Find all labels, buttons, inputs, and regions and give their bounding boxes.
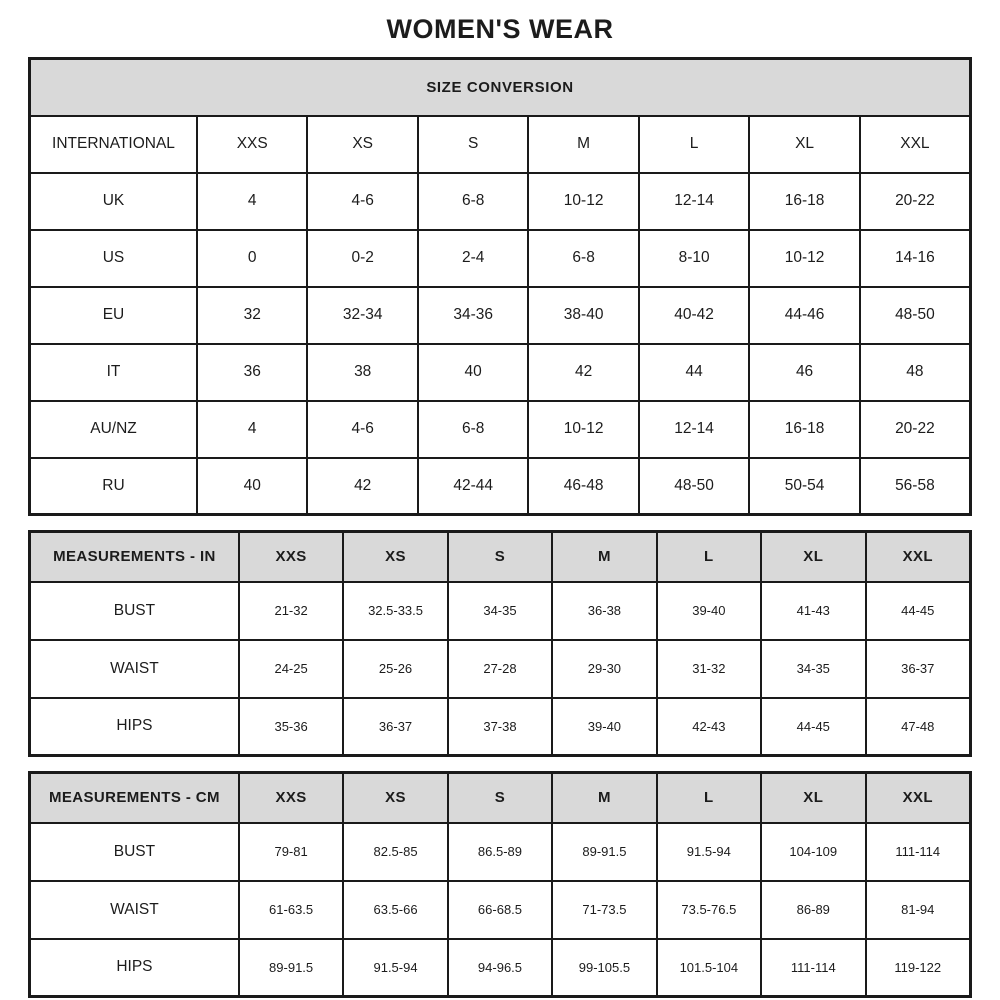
measurements-cm-header-size-xxs: XXS bbox=[239, 773, 343, 823]
size-conversion-cell: 10-12 bbox=[749, 230, 859, 287]
size-conversion-cell: 48-50 bbox=[860, 287, 971, 344]
measurements-in-table bbox=[28, 530, 972, 757]
size-conversion-cell: 6-8 bbox=[418, 401, 528, 458]
measurements-in-header-size-s: S bbox=[448, 532, 552, 582]
size-conversion-header-size-m: M bbox=[528, 116, 638, 173]
size-conversion-row bbox=[30, 230, 971, 287]
measurements-cm-cell: 89-91.5 bbox=[239, 939, 343, 997]
size-conversion-cell: 0 bbox=[197, 230, 307, 287]
size-conversion-cell: 36 bbox=[197, 344, 307, 401]
size-conversion-cell: 46-48 bbox=[528, 458, 638, 515]
size-conversion-header-size-xl: XL bbox=[749, 116, 859, 173]
measurements-in-row-label: BUST bbox=[30, 582, 239, 640]
measurements-cm-cell: 119-122 bbox=[866, 939, 971, 997]
size-conversion-cell: 16-18 bbox=[749, 173, 859, 230]
measurements-in-cell: 34-35 bbox=[448, 582, 552, 640]
size-conversion-cell: 4 bbox=[197, 173, 307, 230]
measurements-cm-cell: 94-96.5 bbox=[448, 939, 552, 997]
size-conversion-header-size-xxl: XXL bbox=[860, 116, 971, 173]
size-conversion-cell: 48 bbox=[860, 344, 971, 401]
measurements-cm-cell: 91.5-94 bbox=[343, 939, 447, 997]
size-conversion-cell: 38 bbox=[307, 344, 417, 401]
measurements-in-cell: 27-28 bbox=[448, 640, 552, 698]
measurements-in-cell: 44-45 bbox=[761, 698, 865, 756]
measurements-cm-row-label: BUST bbox=[30, 823, 239, 881]
measurements-cm-header-size-s: S bbox=[448, 773, 552, 823]
size-conversion-cell: 56-58 bbox=[860, 458, 971, 515]
measurements-cm-header-size-xxl: XXL bbox=[866, 773, 971, 823]
measurements-cm-cell: 73.5-76.5 bbox=[657, 881, 761, 939]
measurements-cm-header-size-xl: XL bbox=[761, 773, 865, 823]
size-conversion-row-label: US bbox=[30, 230, 197, 287]
size-conversion-cell: 44 bbox=[639, 344, 749, 401]
size-conversion-row bbox=[30, 458, 971, 515]
measurements-in-header-size-l: L bbox=[657, 532, 761, 582]
measurements-in-header-size-xs: XS bbox=[343, 532, 447, 582]
measurements-in-cell: 42-43 bbox=[657, 698, 761, 756]
measurements-in-header-size-xxl: XXL bbox=[866, 532, 971, 582]
measurements-cm-row-label: HIPS bbox=[30, 939, 239, 997]
measurements-cm-header-size-l: L bbox=[657, 773, 761, 823]
measurements-in-cell: 36-37 bbox=[866, 640, 971, 698]
measurements-in-header-size-xl: XL bbox=[761, 532, 865, 582]
measurements-cm-cell: 101.5-104 bbox=[657, 939, 761, 997]
measurements-cm-cell: 91.5-94 bbox=[657, 823, 761, 881]
size-conversion-cell: 34-36 bbox=[418, 287, 528, 344]
measurements-cm-cell: 111-114 bbox=[761, 939, 865, 997]
size-conversion-row bbox=[30, 401, 971, 458]
size-conversion-cell: 42-44 bbox=[418, 458, 528, 515]
measurements-in-row bbox=[30, 582, 971, 640]
measurements-cm-row-label: WAIST bbox=[30, 881, 239, 939]
measurements-in-cell: 32.5-33.5 bbox=[343, 582, 447, 640]
measurements-cm-cell: 111-114 bbox=[866, 823, 971, 881]
size-conversion-header-label: INTERNATIONAL bbox=[30, 116, 197, 173]
measurements-cm-cell: 104-109 bbox=[761, 823, 865, 881]
size-conversion-header-size-xxs: XXS bbox=[197, 116, 307, 173]
size-conversion-cell: 50-54 bbox=[749, 458, 859, 515]
measurements-in-row bbox=[30, 640, 971, 698]
size-conversion-cell: 12-14 bbox=[639, 173, 749, 230]
measurements-cm-row bbox=[30, 939, 971, 997]
size-conversion-cell: 42 bbox=[307, 458, 417, 515]
size-conversion-cell: 6-8 bbox=[528, 230, 638, 287]
measurements-in-header-size-xxs: XXS bbox=[239, 532, 343, 582]
measurements-in-cell: 37-38 bbox=[448, 698, 552, 756]
size-conversion-cell: 4-6 bbox=[307, 401, 417, 458]
size-conversion-cell: 20-22 bbox=[860, 173, 971, 230]
size-conversion-cell: 16-18 bbox=[749, 401, 859, 458]
size-conversion-cell: 20-22 bbox=[860, 401, 971, 458]
size-conversion-header-size-s: S bbox=[418, 116, 528, 173]
measurements-in-row bbox=[30, 698, 971, 756]
measurements-cm-cell: 66-68.5 bbox=[448, 881, 552, 939]
size-conversion-cell: 12-14 bbox=[639, 401, 749, 458]
measurements-in-cell: 36-38 bbox=[552, 582, 656, 640]
measurements-in-cell: 21-32 bbox=[239, 582, 343, 640]
measurements-cm-header-size-xs: XS bbox=[343, 773, 447, 823]
size-conversion-cell: 46 bbox=[749, 344, 859, 401]
measurements-in-cell: 47-48 bbox=[866, 698, 971, 756]
size-conversion-header-size-l: L bbox=[639, 116, 749, 173]
size-conversion-cell: 10-12 bbox=[528, 173, 638, 230]
measurements-cm-cell: 82.5-85 bbox=[343, 823, 447, 881]
size-conversion-row-label: RU bbox=[30, 458, 197, 515]
measurements-cm-cell: 61-63.5 bbox=[239, 881, 343, 939]
size-conversion-row-label: AU/NZ bbox=[30, 401, 197, 458]
size-conversion-row-label: EU bbox=[30, 287, 197, 344]
measurements-cm-table bbox=[28, 771, 972, 998]
measurements-in-cell: 31-32 bbox=[657, 640, 761, 698]
size-conversion-cell: 40-42 bbox=[639, 287, 749, 344]
measurements-cm-row bbox=[30, 823, 971, 881]
measurements-in-header-size-m: M bbox=[552, 532, 656, 582]
measurements-in-cell: 39-40 bbox=[552, 698, 656, 756]
size-conversion-cell: 40 bbox=[418, 344, 528, 401]
measurements-in-cell: 44-45 bbox=[866, 582, 971, 640]
size-conversion-row bbox=[30, 344, 971, 401]
measurements-in-cell: 41-43 bbox=[761, 582, 865, 640]
size-conversion-cell: 44-46 bbox=[749, 287, 859, 344]
size-conversion-banner: SIZE CONVERSION bbox=[30, 59, 971, 116]
measurements-cm-cell: 86-89 bbox=[761, 881, 865, 939]
size-conversion-cell: 6-8 bbox=[418, 173, 528, 230]
measurements-cm-header-size-m: M bbox=[552, 773, 656, 823]
measurements-cm-header-label: MEASUREMENTS - CM bbox=[30, 773, 239, 823]
page-title: WOMEN'S WEAR bbox=[386, 14, 614, 44]
measurements-in-cell: 34-35 bbox=[761, 640, 865, 698]
size-conversion-row bbox=[30, 173, 971, 230]
size-conversion-cell: 32-34 bbox=[307, 287, 417, 344]
measurements-cm-cell: 81-94 bbox=[866, 881, 971, 939]
measurements-cm-cell: 99-105.5 bbox=[552, 939, 656, 997]
size-conversion-cell: 40 bbox=[197, 458, 307, 515]
size-conversion-cell: 14-16 bbox=[860, 230, 971, 287]
measurements-cm-row bbox=[30, 881, 971, 939]
measurements-in-cell: 39-40 bbox=[657, 582, 761, 640]
size-conversion-cell: 4-6 bbox=[307, 173, 417, 230]
size-conversion-row bbox=[30, 287, 971, 344]
measurements-in-row-label: HIPS bbox=[30, 698, 239, 756]
measurements-cm-cell: 86.5-89 bbox=[448, 823, 552, 881]
measurements-cm-cell: 89-91.5 bbox=[552, 823, 656, 881]
size-conversion-cell: 10-12 bbox=[528, 401, 638, 458]
size-conversion-cell: 2-4 bbox=[418, 230, 528, 287]
size-conversion-cell: 8-10 bbox=[639, 230, 749, 287]
size-conversion-cell: 38-40 bbox=[528, 287, 638, 344]
measurements-in-cell: 25-26 bbox=[343, 640, 447, 698]
measurements-in-cell: 36-37 bbox=[343, 698, 447, 756]
measurements-cm-cell: 71-73.5 bbox=[552, 881, 656, 939]
size-conversion-cell: 32 bbox=[197, 287, 307, 344]
measurements-cm-cell: 63.5-66 bbox=[343, 881, 447, 939]
size-conversion-cell: 48-50 bbox=[639, 458, 749, 515]
measurements-in-cell: 24-25 bbox=[239, 640, 343, 698]
size-conversion-header-size-xs: XS bbox=[307, 116, 417, 173]
measurements-cm-cell: 79-81 bbox=[239, 823, 343, 881]
measurements-in-row-label: WAIST bbox=[30, 640, 239, 698]
size-conversion-cell: 4 bbox=[197, 401, 307, 458]
measurements-in-header-label: MEASUREMENTS - IN bbox=[30, 532, 239, 582]
size-conversion-table bbox=[28, 57, 972, 516]
size-conversion-row-label: IT bbox=[30, 344, 197, 401]
size-conversion-row-label: UK bbox=[30, 173, 197, 230]
measurements-in-cell: 35-36 bbox=[239, 698, 343, 756]
size-conversion-cell: 0-2 bbox=[307, 230, 417, 287]
size-conversion-cell: 42 bbox=[528, 344, 638, 401]
measurements-in-cell: 29-30 bbox=[552, 640, 656, 698]
